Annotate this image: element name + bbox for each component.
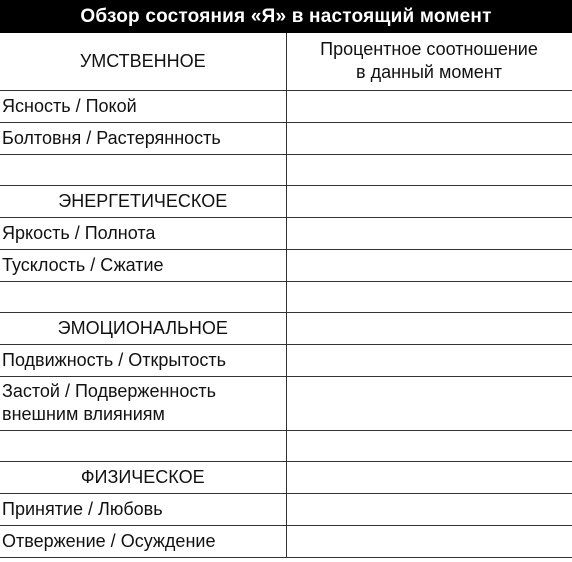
row-label: Ясность / Покой: [2, 95, 137, 116]
table-title: [0, 0, 572, 33]
header-percent-label: Процентное соотношение в данный момент: [320, 39, 538, 83]
percent-input-cell[interactable]: [286, 217, 572, 249]
section-heading: ЭМОЦИОНАЛЬНОЕ: [57, 317, 228, 338]
table-row: [0, 249, 572, 281]
row-label: Застой / Подверженность внешним влияниям: [2, 381, 216, 424]
section-value-cell[interactable]: [286, 185, 572, 217]
row-label: Болтовня / Растерянность: [2, 127, 221, 148]
table-row: [0, 376, 572, 430]
table-row: [0, 525, 572, 557]
header-percent-cell: [286, 33, 572, 90]
state-overview-table: [0, 33, 572, 558]
percent-input-cell[interactable]: [286, 525, 572, 557]
section-heading-cell: [0, 461, 286, 493]
header-row: [0, 33, 572, 90]
blank-label-cell: [0, 281, 286, 312]
section-row: [0, 185, 572, 217]
section-heading: ФИЗИЧЕСКОЕ: [80, 466, 205, 487]
percent-input-cell[interactable]: [286, 122, 572, 154]
percent-input-cell[interactable]: [286, 249, 572, 281]
table-row: [0, 493, 572, 525]
section-value-cell[interactable]: [286, 461, 572, 493]
row-label: Яркость / Полнота: [2, 222, 156, 243]
section-row: [0, 461, 572, 493]
section-row: [0, 312, 572, 344]
percent-input-cell[interactable]: [286, 90, 572, 122]
table-title-text: Обзор состояния «Я» в настоящий момент: [80, 5, 492, 27]
row-label-cell: [0, 493, 286, 525]
blank-row: [0, 154, 572, 185]
table-row: [0, 122, 572, 154]
table-row: [0, 90, 572, 122]
row-label: Отвержение / Осуждение: [2, 530, 216, 551]
row-label-cell: [0, 249, 286, 281]
section-heading-cell: [0, 312, 286, 344]
table-row: [0, 217, 572, 249]
blank-label-cell: [0, 430, 286, 461]
blank-row: [0, 430, 572, 461]
table-row: [0, 344, 572, 376]
row-label: Принятие / Любовь: [2, 498, 163, 519]
section-heading-cell: [0, 185, 286, 217]
row-label-cell: [0, 344, 286, 376]
row-label: Тусклость / Сжатие: [2, 254, 164, 275]
header-category-label: УМСТВЕННОЕ: [79, 50, 206, 71]
percent-input-cell[interactable]: [286, 344, 572, 376]
row-label: Подвижность / Открытость: [2, 349, 227, 370]
row-label-cell: [0, 217, 286, 249]
blank-row: [0, 281, 572, 312]
section-heading: ЭНЕРГЕТИЧЕСКОЕ: [58, 190, 228, 211]
blank-label-cell: [0, 154, 286, 185]
row-label-cell: [0, 122, 286, 154]
section-value-cell[interactable]: [286, 312, 572, 344]
blank-value-cell[interactable]: [286, 430, 572, 461]
percent-input-cell[interactable]: [286, 376, 572, 430]
row-label-cell: [0, 525, 286, 557]
row-label-cell: [0, 90, 286, 122]
percent-input-cell[interactable]: [286, 493, 572, 525]
header-category-cell: [0, 33, 286, 90]
row-label-cell: [0, 376, 286, 430]
blank-value-cell[interactable]: [286, 281, 572, 312]
blank-value-cell[interactable]: [286, 154, 572, 185]
